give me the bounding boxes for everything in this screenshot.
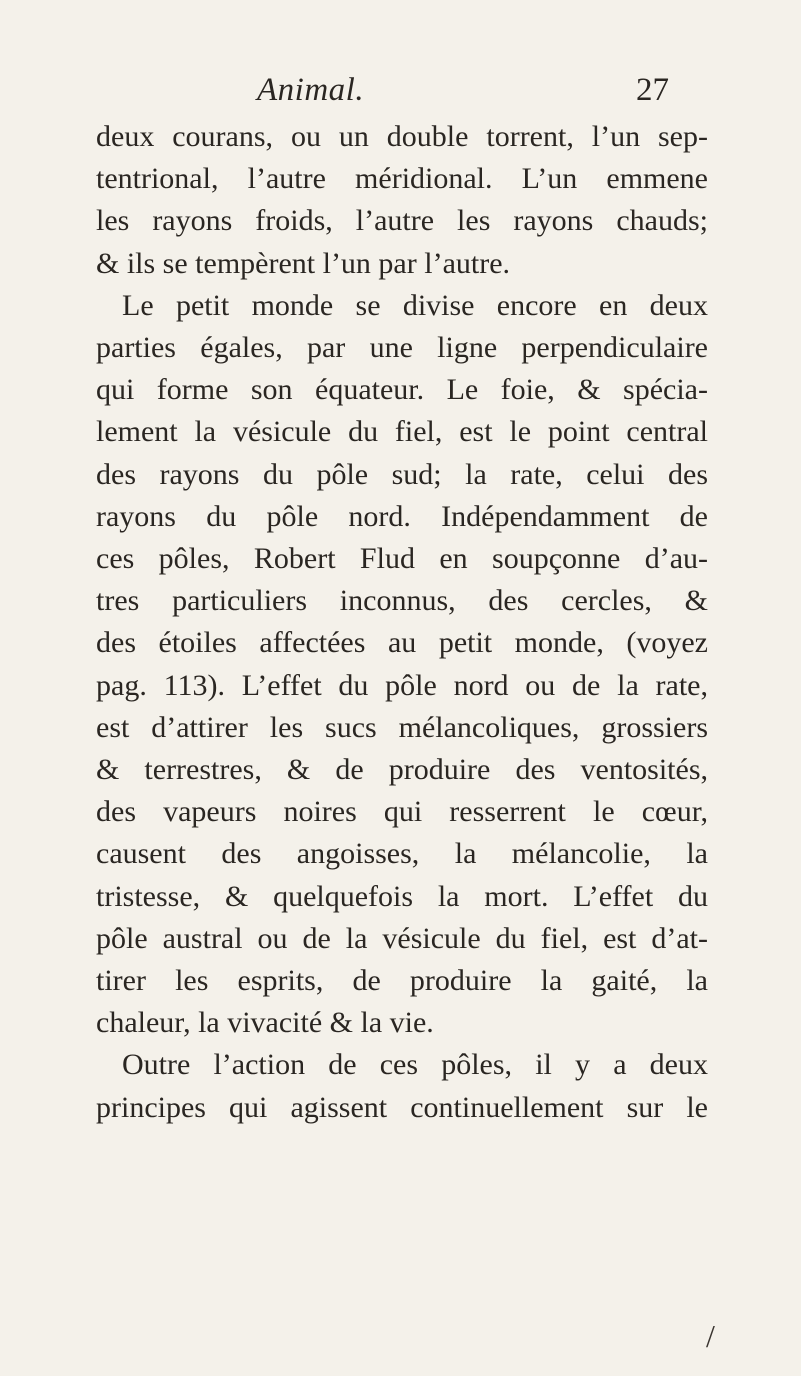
text-line: tentrional, l’autre méridional. L’un emmene xyxy=(96,162,708,196)
text-line: tres particuliers inconnus, des cercles, & xyxy=(96,584,708,618)
text-line: ces pôles, Robert Flud en soupçonne d’au- xyxy=(96,542,708,576)
text-line: des étoiles affectées au petit monde, (voyez xyxy=(96,626,708,660)
text-line: & terrestres, & de produire des ventosités, xyxy=(96,753,708,787)
text-line: les rayons froids, l’autre les rayons chauds; xyxy=(96,204,708,238)
text-line: Outre l’action de ces pôles, il y a deux xyxy=(122,1048,708,1082)
running-head xyxy=(0,70,801,110)
page-number: 27 xyxy=(636,72,669,108)
text-line: tirer les esprits, de produire la gaité, la xyxy=(96,964,708,998)
text-line: causent des angoisses, la mélancolie, la xyxy=(96,837,708,871)
text-line: des rayons du pôle sud; la rate, celui des xyxy=(96,457,708,491)
text-line: pag. 113). L’effet du pôle nord ou de la rate, xyxy=(96,668,708,702)
text-line: pôle austral ou de la vésicule du fiel, est d’at- xyxy=(96,921,708,955)
text-line: Le petit monde se divise encore en deux xyxy=(122,288,708,322)
body-text xyxy=(96,116,708,1129)
text-line: lement la vésicule du fiel, est le point central xyxy=(96,415,708,449)
text-line: & ils se tempèrent l’un par l’autre. xyxy=(96,246,511,280)
text-line: des vapeurs noires qui resserrent le cœur, xyxy=(96,795,708,829)
text-line: parties égales, par une ligne perpendiculaire xyxy=(96,331,708,365)
text-line: qui forme son équateur. Le foie, & spécia- xyxy=(96,373,708,407)
text-line: deux courans, ou un double torrent, l’un sep- xyxy=(96,120,708,153)
text-line: chaleur, la vivacité & la vie. xyxy=(96,1006,434,1040)
stray-pen-mark: / xyxy=(706,1318,715,1354)
running-head-title: Animal. xyxy=(257,72,365,108)
text-line: tristesse, & quelquefois la mort. L’effet du xyxy=(96,879,708,913)
text-line: rayons du pôle nord. Indépendamment de xyxy=(96,499,708,533)
text-line: est d’attirer les sucs mélancoliques, grossiers xyxy=(96,710,708,744)
text-line: principes qui agissent continuellement sur le xyxy=(96,1090,708,1124)
